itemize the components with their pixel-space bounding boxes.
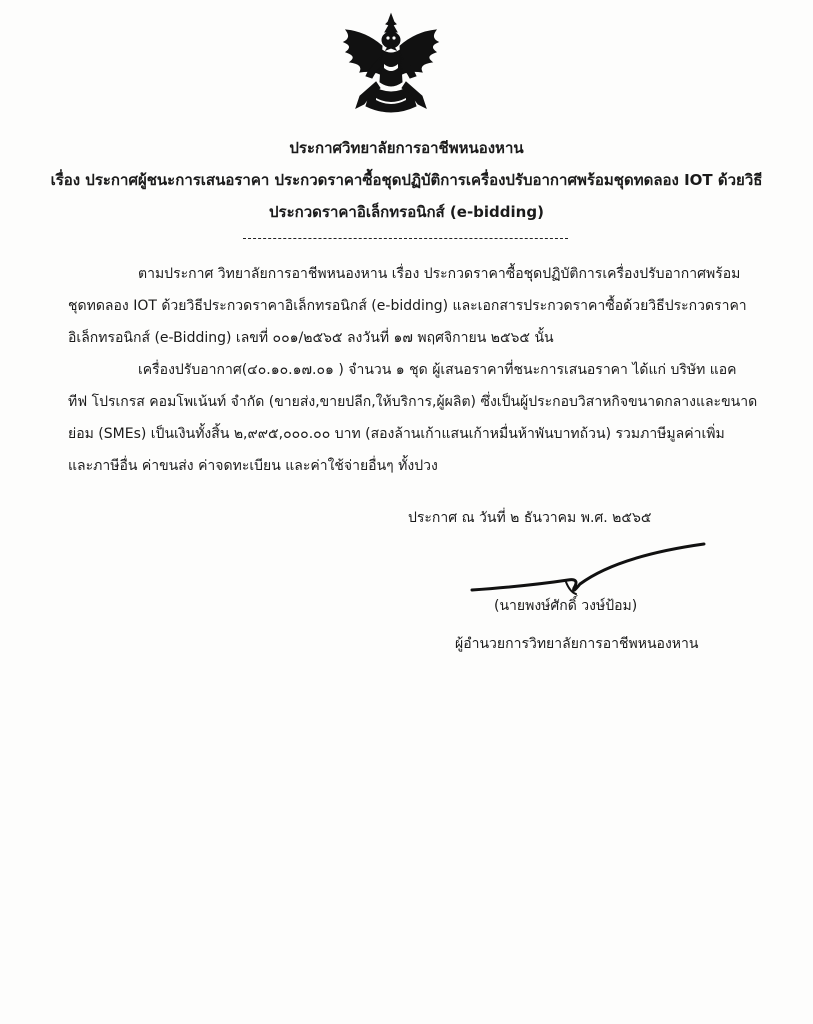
- signer-position: ผู้อำนวยการวิทยาลัยการอาชีพหนองหาน: [455, 636, 699, 652]
- announcement-date: ประกาศ ณ วันที่ ๒ ธันวาคม พ.ศ. ๒๕๖๕: [408, 510, 652, 526]
- title-divider: [243, 238, 568, 239]
- paragraph-2-line-4: และภาษีอื่น ค่าขนส่ง ค่าจดทะเบียน และค่าใช้จ่ายอื่นๆ ทั้งปวง: [68, 458, 438, 474]
- paragraph-1-line-3: อิเล็กทรอนิกส์ (e-Bidding) เลขที่ ๐๐๑/๒๕๖๕ ลงวันที่ ๑๗ พฤศจิกายน ๒๕๖๕ นั้น: [68, 330, 554, 346]
- paragraph-1-line-1: ตามประกาศ วิทยาลัยการอาชีพหนองหาน เรื่อง ประกวดราคาซื้อชุดปฏิบัติการเครื่องปรับอากาศพร้อม: [138, 266, 741, 282]
- paragraph-2-line-2: ทีฟ โปรเกรส คอมโพเน้นท์ จำกัด (ขายส่ง,ขายปลีก,ให้บริการ,ผู้ผลิต) ซึ่งเป็นผู้ประกอบวิสาหกิจขนาดกลางและขนาด: [68, 394, 758, 410]
- handwritten-signature: [468, 532, 708, 602]
- announcement-subject: เรื่อง ประกาศผู้ชนะการเสนอราคา ประกวดราคาซื้อชุดปฏิบัติการเครื่องปรับอากาศพร้อมชุดทดลอง IOT ด้วยวิธี: [50, 171, 763, 189]
- announcement-title: ประกาศวิทยาลัยการอาชีพหนองหาน: [289, 139, 524, 157]
- signer-name: (นายพงษ์ศักดิ์ วงษ์ป้อม): [494, 598, 638, 614]
- paragraph-2-line-1: เครื่องปรับอากาศ(๔๐.๑๐.๑๗.๐๑ ) จำนวน ๑ ชุด ผู้เสนอราคาที่ชนะการเสนอราคา ได้แก่ บริษัท แอค: [138, 362, 737, 378]
- paragraph-1-line-2: ชุดทดลอง IOT ด้วยวิธีประกวดราคาอิเล็กทรอนิกส์ (e-bidding) และเอกสารประกวดราคาซื้อด้วยวิธีประกวดราคา: [68, 298, 747, 314]
- garuda-emblem-icon: [336, 12, 446, 124]
- announcement-subject-continued: ประกวดราคาอิเล็กทรอนิกส์ (e-bidding): [269, 203, 544, 221]
- paragraph-2-line-3: ย่อม (SMEs) เป็นเงินทั้งสิ้น ๒,๙๙๕,๐๐๐.๐๐ บาท (สองล้านเก้าแสนเก้าหมื่นห้าพันบาทถ้วน) รวมภาษีมูลค่าเพิ่ม: [68, 426, 725, 442]
